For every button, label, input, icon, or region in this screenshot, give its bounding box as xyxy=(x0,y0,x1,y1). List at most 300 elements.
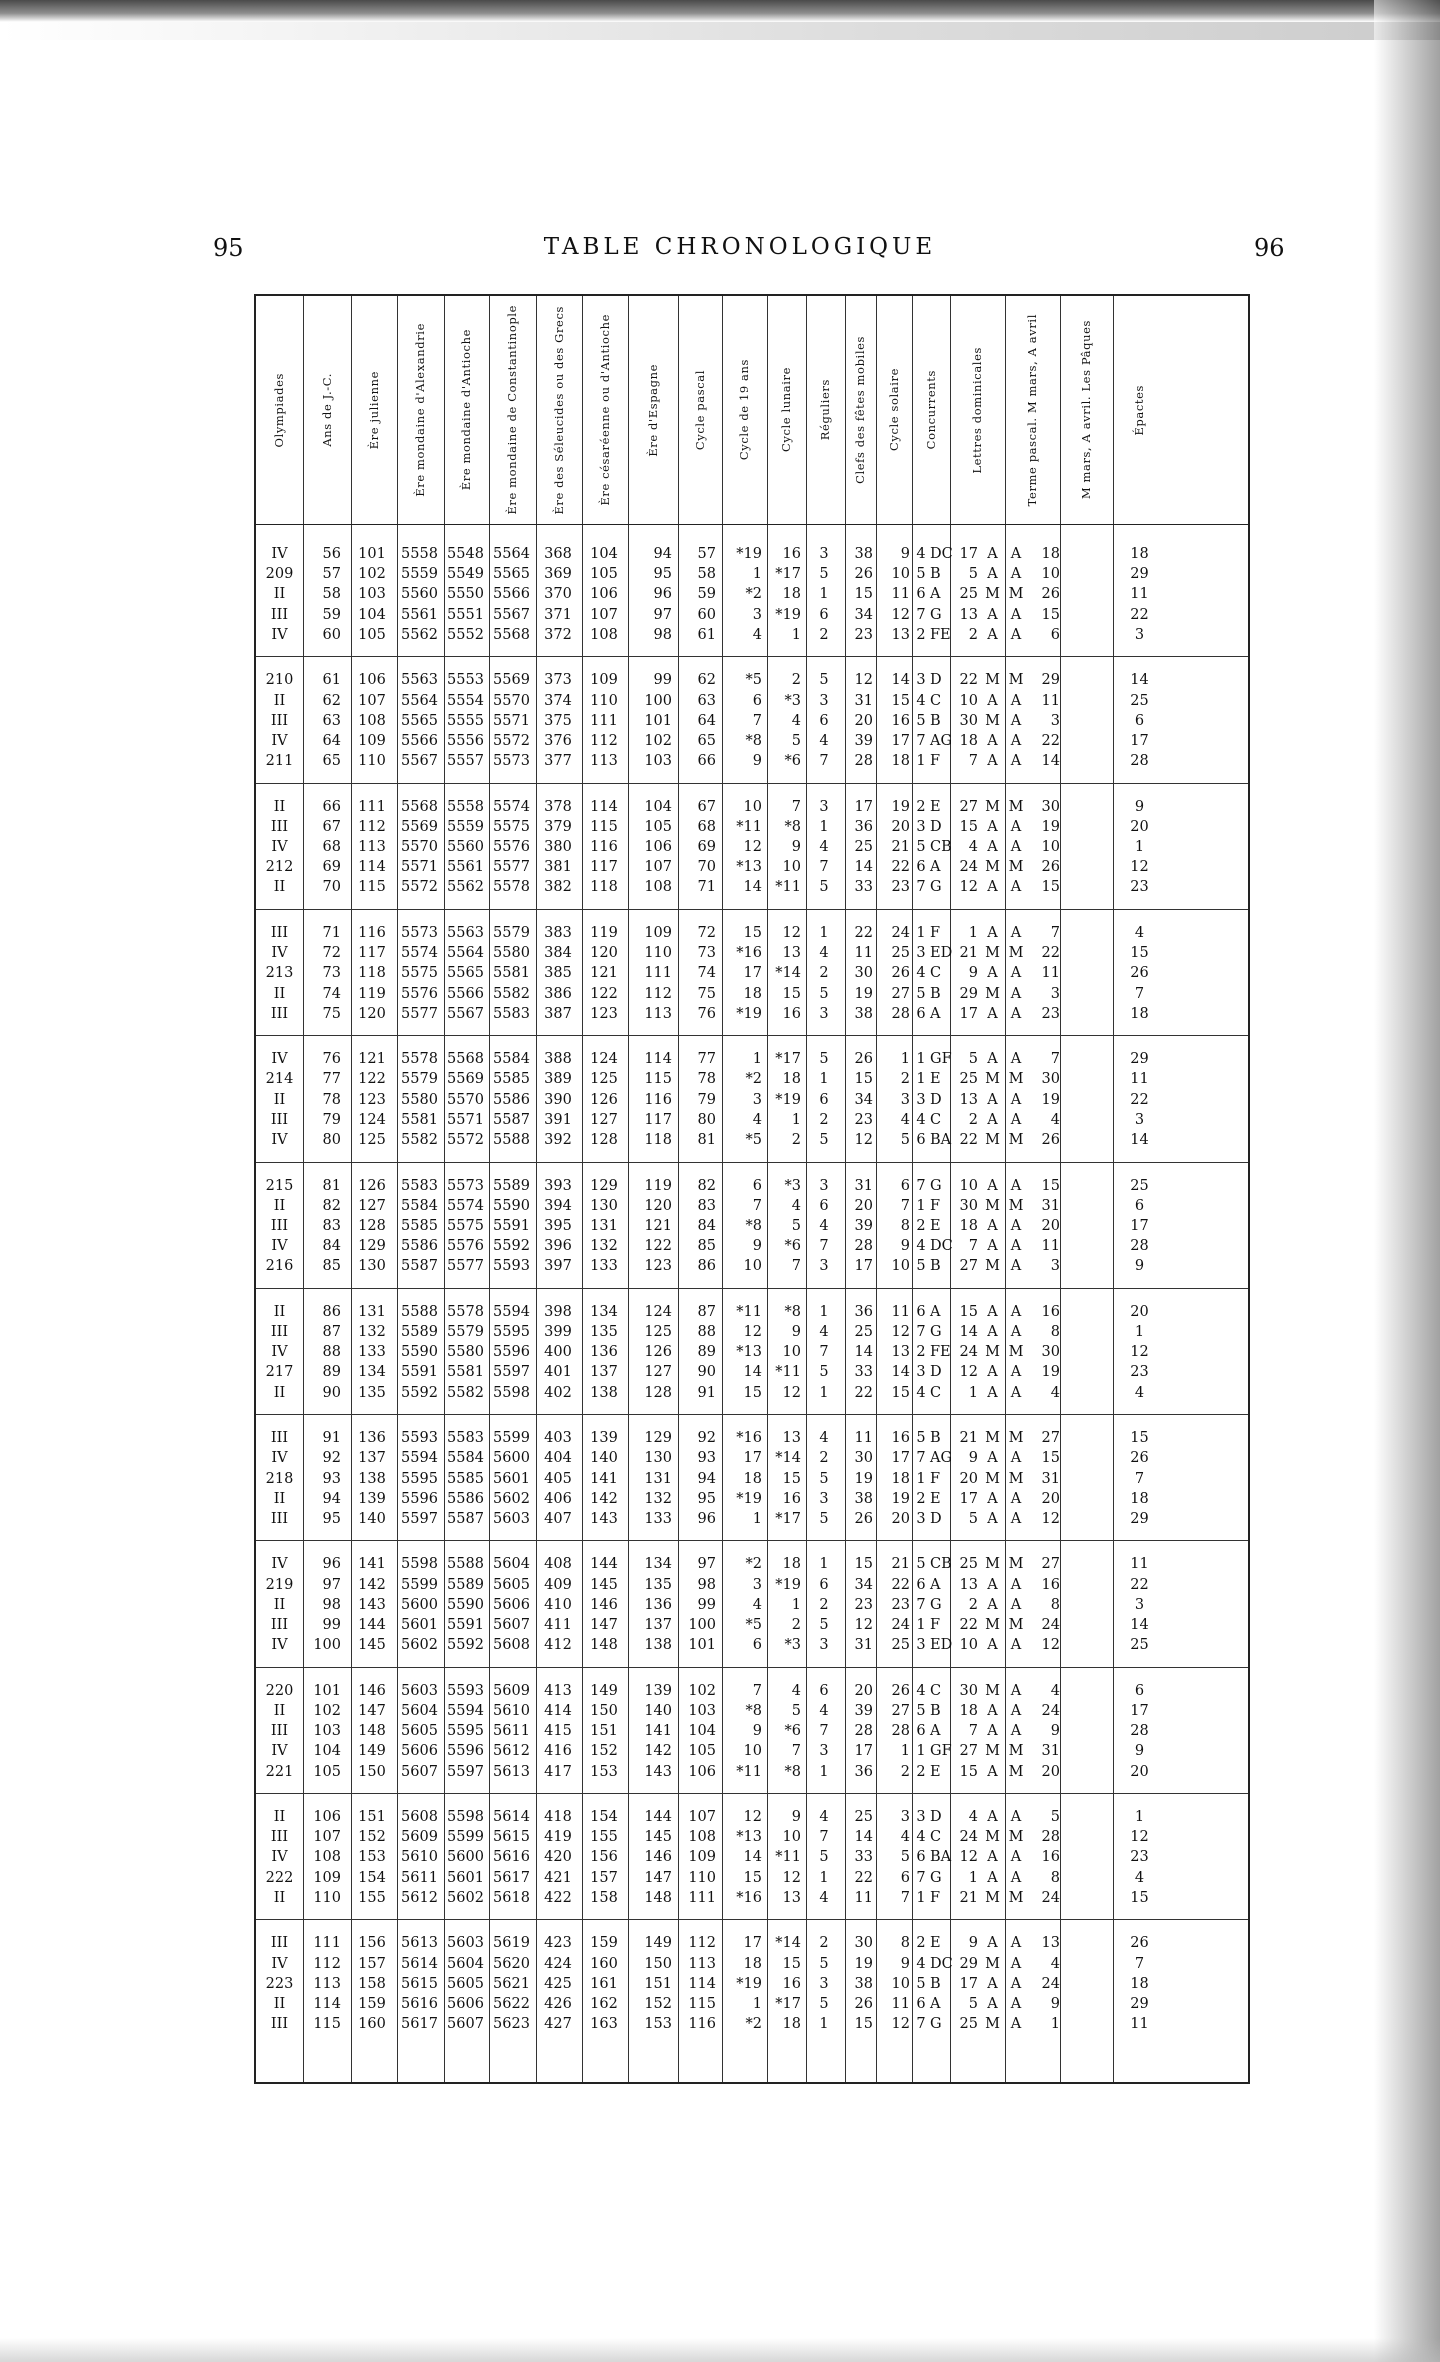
table-cell: 24 xyxy=(1041,1975,1060,1992)
table-cell: 5577 xyxy=(447,1258,484,1275)
table-cell: 34 xyxy=(854,606,873,623)
table-cell: 10 xyxy=(743,798,762,815)
table-cell: 5578 xyxy=(401,1051,438,1068)
table-cell: 12 xyxy=(854,1617,873,1633)
table-cell: 5576 xyxy=(493,839,530,855)
table-cell: 375 xyxy=(544,712,572,729)
table-cell: 9 xyxy=(968,1450,978,1467)
table-cell: 143 xyxy=(590,1510,618,1527)
table-cell: 114 xyxy=(358,859,386,876)
table-cell: IV xyxy=(271,1344,288,1361)
table-cell: 7 xyxy=(916,732,926,749)
table-cell: 4 xyxy=(819,1324,829,1340)
table-cell: 5588 xyxy=(401,1303,438,1320)
table-cell: 20 xyxy=(1041,1217,1060,1234)
table-cell: 10 xyxy=(891,1258,910,1275)
table-cell: 34 xyxy=(854,1576,873,1593)
table-cell: 1 xyxy=(916,1470,926,1487)
table-cell: 5 xyxy=(791,1702,801,1719)
table-cell: 2 xyxy=(900,1763,910,1780)
table-cell: 14 xyxy=(1130,1132,1149,1148)
table-cell: 16 xyxy=(782,546,801,562)
table-cell: 12 xyxy=(959,1849,978,1866)
table-cell: 114 xyxy=(688,1975,716,1992)
table-cell: 77 xyxy=(322,1071,341,1088)
table-cell: 4 xyxy=(819,945,829,962)
table-cell: 9 xyxy=(1134,1743,1145,1760)
table-cell: 5583 xyxy=(401,1177,438,1194)
table-cell: 3 xyxy=(819,1743,829,1760)
table-cell: 2 xyxy=(916,1217,926,1234)
table-cell: 18 xyxy=(1130,1490,1149,1507)
table-cell: GF xyxy=(930,1051,952,1068)
table-cell: *8 xyxy=(745,1702,762,1719)
table-cell: 7 xyxy=(752,1682,762,1699)
table-cell: A xyxy=(1010,965,1022,982)
table-cell: 383 xyxy=(544,924,572,941)
table-cell: *2 xyxy=(745,1556,762,1573)
table-cell: C xyxy=(930,692,942,709)
table-cell: 5567 xyxy=(401,753,438,770)
table-cell: 107 xyxy=(590,606,618,623)
table-cell: 373 xyxy=(544,672,572,689)
table-cell: 73 xyxy=(697,945,716,962)
table-cell: 9 xyxy=(1050,1995,1060,2012)
table-cell: AG xyxy=(930,1450,953,1467)
table-cell: 10 xyxy=(959,692,978,709)
table-cell: 1 xyxy=(1050,2016,1060,2033)
table-cell: 136 xyxy=(644,1596,672,1613)
table-cell: 12 xyxy=(1130,1829,1149,1846)
table-cell: 5 xyxy=(968,1051,978,1068)
table-cell: 146 xyxy=(644,1849,672,1866)
table-cell: IV xyxy=(271,1637,288,1654)
table-cell: 5599 xyxy=(447,1829,484,1846)
table-cell: 5575 xyxy=(493,818,530,835)
table-cell: 423 xyxy=(544,1935,572,1952)
table-cell: 80 xyxy=(322,1132,341,1148)
table-cell: 5597 xyxy=(401,1510,438,1527)
table-cell: 36 xyxy=(854,1303,873,1320)
table-cell: 5593 xyxy=(401,1430,438,1447)
table-cell: 26 xyxy=(1130,1935,1149,1952)
table-cell: 1 xyxy=(752,1510,762,1527)
table-cell: 22 xyxy=(1041,945,1060,962)
table-cell: A xyxy=(1010,1177,1022,1194)
table-cell: 68 xyxy=(697,818,716,835)
table-cell: 5567 xyxy=(493,606,530,623)
group-separator xyxy=(256,909,1248,910)
table-cell: 72 xyxy=(322,945,341,962)
table-cell: 22 xyxy=(854,924,873,941)
table-cell: *13 xyxy=(736,1344,762,1361)
table-cell: 130 xyxy=(644,1450,672,1467)
table-cell: 31 xyxy=(854,1177,873,1194)
table-cell: 12 xyxy=(891,2016,910,2033)
table-cell: 5 xyxy=(819,1051,829,1068)
table-cell: 29 xyxy=(1130,1510,1149,1527)
table-cell: 1 xyxy=(791,626,801,643)
table-cell: 118 xyxy=(644,1132,672,1148)
table-cell: 11 xyxy=(1041,965,1060,982)
table-cell: 425 xyxy=(544,1975,572,1992)
table-cell: 2 xyxy=(900,1071,910,1088)
table-cell: A xyxy=(930,586,941,603)
table-cell: 1 xyxy=(819,818,829,835)
table-cell: 5564 xyxy=(447,945,484,962)
table-cell: 2 xyxy=(916,1935,926,1952)
table-cell: 5613 xyxy=(493,1763,530,1780)
table-cell: 4 xyxy=(1050,1682,1060,1699)
table-cell: 135 xyxy=(590,1324,618,1340)
table-cell: 1 xyxy=(819,1763,829,1780)
table-cell: 81 xyxy=(697,1132,716,1148)
table-cell: 127 xyxy=(358,1197,386,1214)
column-header-label: Ère d'Espagne xyxy=(645,363,660,457)
table-cell: 5552 xyxy=(447,626,484,643)
table-cell: 153 xyxy=(358,1849,386,1866)
table-cell: 15 xyxy=(959,1763,978,1780)
table-cell: 157 xyxy=(590,1869,618,1886)
table-cell: 19 xyxy=(891,1490,910,1507)
table-cell: 56 xyxy=(322,546,341,562)
table-cell: 116 xyxy=(358,924,386,941)
table-cell: 101 xyxy=(313,1682,341,1699)
table-cell: 26 xyxy=(854,566,873,583)
table-cell: 5 xyxy=(819,985,829,1002)
table-cell: 159 xyxy=(358,1995,386,2012)
table-cell: 114 xyxy=(313,1995,341,2012)
table-cell: 11 xyxy=(1041,1238,1060,1255)
table-cell: 219 xyxy=(265,1576,294,1593)
table-cell: *2 xyxy=(745,586,762,603)
table-cell: A xyxy=(1010,1303,1022,1320)
table-cell: 1 xyxy=(968,1869,978,1886)
table-cell: 28 xyxy=(854,753,873,770)
table-cell: 23 xyxy=(891,1596,910,1613)
table-cell: A xyxy=(1010,1935,1022,1952)
table-cell: III xyxy=(270,1324,289,1340)
table-cell: 5578 xyxy=(447,1303,484,1320)
table-cell: 2 xyxy=(791,672,801,689)
table-cell: 5561 xyxy=(447,859,484,876)
table-cell: 210 xyxy=(265,672,294,689)
table-cell: 20 xyxy=(891,818,910,835)
table-cell: 106 xyxy=(688,1763,716,1780)
table-cell: 4 xyxy=(791,1682,801,1699)
table-cell: 1 xyxy=(791,1111,801,1128)
table-cell: 17 xyxy=(743,1935,762,1952)
table-cell: 15 xyxy=(782,1470,801,1487)
table-cell: 23 xyxy=(854,626,873,643)
table-cell: 5622 xyxy=(493,1995,530,2012)
table-cell: 389 xyxy=(544,1071,572,1088)
table-cell: 212 xyxy=(265,859,294,876)
table-cell: 89 xyxy=(697,1344,716,1361)
table-cell: 16 xyxy=(782,1490,801,1507)
table-cell: 4 xyxy=(916,1384,926,1401)
table-cell: 379 xyxy=(544,818,572,835)
column-header-label: Ère mondaine d'Alexandrie xyxy=(413,323,427,497)
column-header xyxy=(1060,300,1113,520)
table-cell: 112 xyxy=(644,985,672,1002)
column-header xyxy=(1005,300,1060,520)
table-cell: 26 xyxy=(1041,586,1060,603)
table-cell: 5569 xyxy=(447,1071,484,1088)
table-cell: F xyxy=(930,753,941,770)
table-cell: 9 xyxy=(1134,798,1145,815)
table-cell: 126 xyxy=(644,1344,672,1361)
table-cell: 5584 xyxy=(447,1450,484,1467)
table-cell: 5563 xyxy=(447,924,484,941)
table-cell: 152 xyxy=(358,1829,386,1846)
table-cell: 5584 xyxy=(493,1051,530,1068)
table-cell: 9 xyxy=(968,1935,978,1952)
table-cell: 9 xyxy=(1050,1723,1060,1740)
table-cell: 4 xyxy=(900,1829,910,1846)
table-cell: A xyxy=(987,1995,998,2012)
table-cell: 9 xyxy=(791,1809,801,1825)
table-cell: 23 xyxy=(1041,1005,1060,1022)
table-cell: 5585 xyxy=(493,1071,530,1088)
table-cell: 400 xyxy=(544,1344,572,1361)
table-cell: III xyxy=(270,818,289,835)
table-cell: 109 xyxy=(688,1849,716,1866)
table-cell: 19 xyxy=(1041,1364,1060,1381)
table-cell: 408 xyxy=(544,1556,572,1573)
table-cell: 7 xyxy=(1050,924,1060,941)
table-cell: 17 xyxy=(854,798,873,815)
table-cell: 12 xyxy=(854,672,873,689)
table-cell: 4 xyxy=(916,1955,926,1972)
table-cell: 26 xyxy=(891,965,910,982)
table-cell: 5605 xyxy=(401,1723,438,1740)
table-cell: 13 xyxy=(782,1430,801,1447)
table-cell: 5601 xyxy=(493,1470,530,1487)
table-cell: A xyxy=(1010,753,1022,770)
table-cell: 18 xyxy=(1130,546,1149,562)
table-cell: *11 xyxy=(736,1303,762,1320)
table-cell: 143 xyxy=(358,1596,386,1613)
table-cell: 67 xyxy=(697,798,716,815)
table-cell: A xyxy=(1010,1490,1022,1507)
table-cell: 135 xyxy=(358,1384,386,1401)
table-cell: B xyxy=(930,1258,941,1275)
table-cell: *14 xyxy=(775,1450,801,1467)
table-cell: 99 xyxy=(697,1596,716,1613)
table-cell: 96 xyxy=(653,586,672,603)
table-cell: 8 xyxy=(900,1217,910,1234)
table-cell: 103 xyxy=(688,1702,716,1719)
table-cell: 39 xyxy=(854,1217,873,1234)
table-cell: 7 xyxy=(916,1177,926,1194)
table-cell: A xyxy=(1010,1955,1022,1972)
table-cell: 209 xyxy=(265,566,294,583)
group-separator xyxy=(256,1414,1248,1415)
table-cell: 5 xyxy=(916,1702,926,1719)
table-cell: 6 xyxy=(1050,626,1060,643)
table-cell: 152 xyxy=(590,1743,618,1760)
table-cell: A xyxy=(1010,1111,1022,1128)
table-cell: 5557 xyxy=(447,753,484,770)
table-cell: *11 xyxy=(775,879,801,896)
table-cell: DC xyxy=(930,1955,953,1972)
table-cell: 5 xyxy=(916,1258,926,1275)
table-cell: 9 xyxy=(900,1955,910,1972)
table-cell: II xyxy=(273,1091,286,1108)
table-cell: 5 xyxy=(900,1849,910,1866)
table-cell: 31 xyxy=(1041,1470,1060,1487)
table-cell: IV xyxy=(271,546,288,562)
table-cell: 370 xyxy=(544,586,572,603)
table-cell: A xyxy=(1010,1384,1022,1401)
table-cell: 117 xyxy=(358,945,386,962)
table-cell: *8 xyxy=(784,818,801,835)
table-cell: 5 xyxy=(916,839,926,855)
table-cell: 106 xyxy=(313,1809,341,1825)
table-cell: 15 xyxy=(959,818,978,835)
table-cell: 5605 xyxy=(493,1576,530,1593)
table-cell: 5 xyxy=(916,566,926,583)
table-cell: 5 xyxy=(791,1217,801,1234)
table-cell: 5604 xyxy=(401,1702,438,1719)
table-cell: II xyxy=(273,985,286,1002)
table-cell: E xyxy=(930,798,941,815)
table-cell: 6 xyxy=(819,1091,829,1108)
table-cell: 100 xyxy=(688,1617,716,1633)
table-cell: 159 xyxy=(590,1935,618,1952)
table-cell: 5597 xyxy=(447,1763,484,1780)
table-cell: 2 xyxy=(916,798,926,815)
table-cell: 5 xyxy=(968,1995,978,2012)
table-cell: 29 xyxy=(1130,566,1149,583)
table-cell: 5564 xyxy=(401,692,438,709)
table-cell: 12 xyxy=(743,1324,762,1340)
table-cell: M xyxy=(985,798,1000,815)
table-cell: 5611 xyxy=(401,1869,438,1886)
table-cell: 106 xyxy=(358,672,386,689)
table-cell: 4 xyxy=(916,692,926,709)
table-cell: 7 xyxy=(819,1829,829,1846)
table-cell: 11 xyxy=(891,1995,910,2012)
table-cell: 13 xyxy=(1041,1935,1060,1952)
table-cell: 117 xyxy=(644,1111,672,1128)
table-cell: *17 xyxy=(775,566,801,583)
table-cell: A xyxy=(1010,626,1022,643)
table-cell: 152 xyxy=(644,1995,672,2012)
table-cell: M xyxy=(985,1955,1000,1972)
table-cell: 5558 xyxy=(447,798,484,815)
table-cell: 13 xyxy=(959,1091,978,1108)
table-cell: 10 xyxy=(743,1258,762,1275)
table-cell: A xyxy=(1010,1869,1022,1886)
table-cell: 7 xyxy=(819,753,829,770)
table-cell: 14 xyxy=(891,672,910,689)
table-cell: 7 xyxy=(968,753,978,770)
table-cell: 5590 xyxy=(447,1596,484,1613)
column-header-label: Ère césaréenne ou d'Antioche xyxy=(597,314,612,506)
table-cell: 26 xyxy=(1041,859,1060,876)
table-cell: 5566 xyxy=(447,985,484,1002)
table-cell: 99 xyxy=(653,672,672,689)
table-cell: 5 xyxy=(819,1955,829,1972)
table-cell: 22 xyxy=(1130,606,1149,623)
table-cell: 10 xyxy=(782,859,801,876)
table-cell: 211 xyxy=(265,753,294,770)
table-cell: 5605 xyxy=(447,1975,484,1992)
column-header-label: Ère mondaine de Constantinople xyxy=(505,305,519,515)
table-cell: 86 xyxy=(322,1303,341,1320)
table-cell: 26 xyxy=(1041,1132,1060,1148)
table-cell: 106 xyxy=(644,839,672,855)
table-cell: M xyxy=(985,1556,1000,1573)
table-cell: 390 xyxy=(544,1091,572,1108)
table-cell: 19 xyxy=(854,1955,873,1972)
table-cell: 15 xyxy=(1130,1889,1149,1906)
table-cell: 5607 xyxy=(493,1617,530,1633)
table-cell: 66 xyxy=(322,798,341,815)
table-cell: 5571 xyxy=(493,712,530,729)
table-cell: M xyxy=(1008,1430,1024,1447)
table-cell: 109 xyxy=(590,672,618,689)
table-cell: M xyxy=(985,1617,1000,1633)
table-cell: 2 xyxy=(819,1450,829,1467)
table-cell: M xyxy=(985,945,1000,962)
table-cell: II xyxy=(273,798,286,815)
table-cell: II xyxy=(273,1889,286,1906)
table-cell: D xyxy=(930,1091,942,1108)
scan-shadow-right xyxy=(1374,0,1440,2362)
table-cell: *2 xyxy=(745,2016,762,2033)
table-cell: 215 xyxy=(265,1177,294,1194)
table-cell: 27 xyxy=(1041,1556,1060,1573)
table-cell: G xyxy=(930,1596,942,1613)
table-cell: 18 xyxy=(959,1217,978,1234)
table-cell: 27 xyxy=(959,1258,978,1275)
table-cell: M xyxy=(985,1889,1000,1906)
table-cell: 8 xyxy=(1050,1869,1060,1886)
table-cell: 5 xyxy=(819,1470,829,1487)
table-cell: M xyxy=(1008,1132,1024,1148)
table-cell: A xyxy=(1010,1324,1022,1340)
table-cell: 5619 xyxy=(493,1935,530,1952)
page-title: TABLE CHRONOLOGIQUE xyxy=(543,234,937,260)
table-cell: 122 xyxy=(358,1071,386,1088)
table-cell: M xyxy=(1008,1617,1024,1633)
table-cell: 5611 xyxy=(493,1723,530,1740)
table-cell: 156 xyxy=(358,1935,386,1952)
table-cell: M xyxy=(1008,1071,1024,1088)
table-cell: 65 xyxy=(322,753,341,770)
table-cell: G xyxy=(930,606,942,623)
table-cell: A xyxy=(987,1238,998,1255)
table-cell: 121 xyxy=(644,1217,672,1234)
table-cell: 110 xyxy=(313,1889,341,1906)
table-cell: 113 xyxy=(358,839,386,855)
table-cell: 5614 xyxy=(493,1809,530,1825)
table-cell: 82 xyxy=(322,1197,341,1214)
table-cell: 7 xyxy=(819,1344,829,1361)
table-cell: 15 xyxy=(1041,1177,1060,1194)
table-cell: 385 xyxy=(544,965,572,982)
table-cell: 391 xyxy=(544,1111,572,1128)
column-header xyxy=(678,300,722,520)
table-cell: 7 xyxy=(968,1238,978,1255)
table-cell: 5608 xyxy=(493,1637,530,1654)
table-cell: 113 xyxy=(688,1955,716,1972)
table-cell: 113 xyxy=(313,1975,341,1992)
table-cell: 5595 xyxy=(401,1470,438,1487)
